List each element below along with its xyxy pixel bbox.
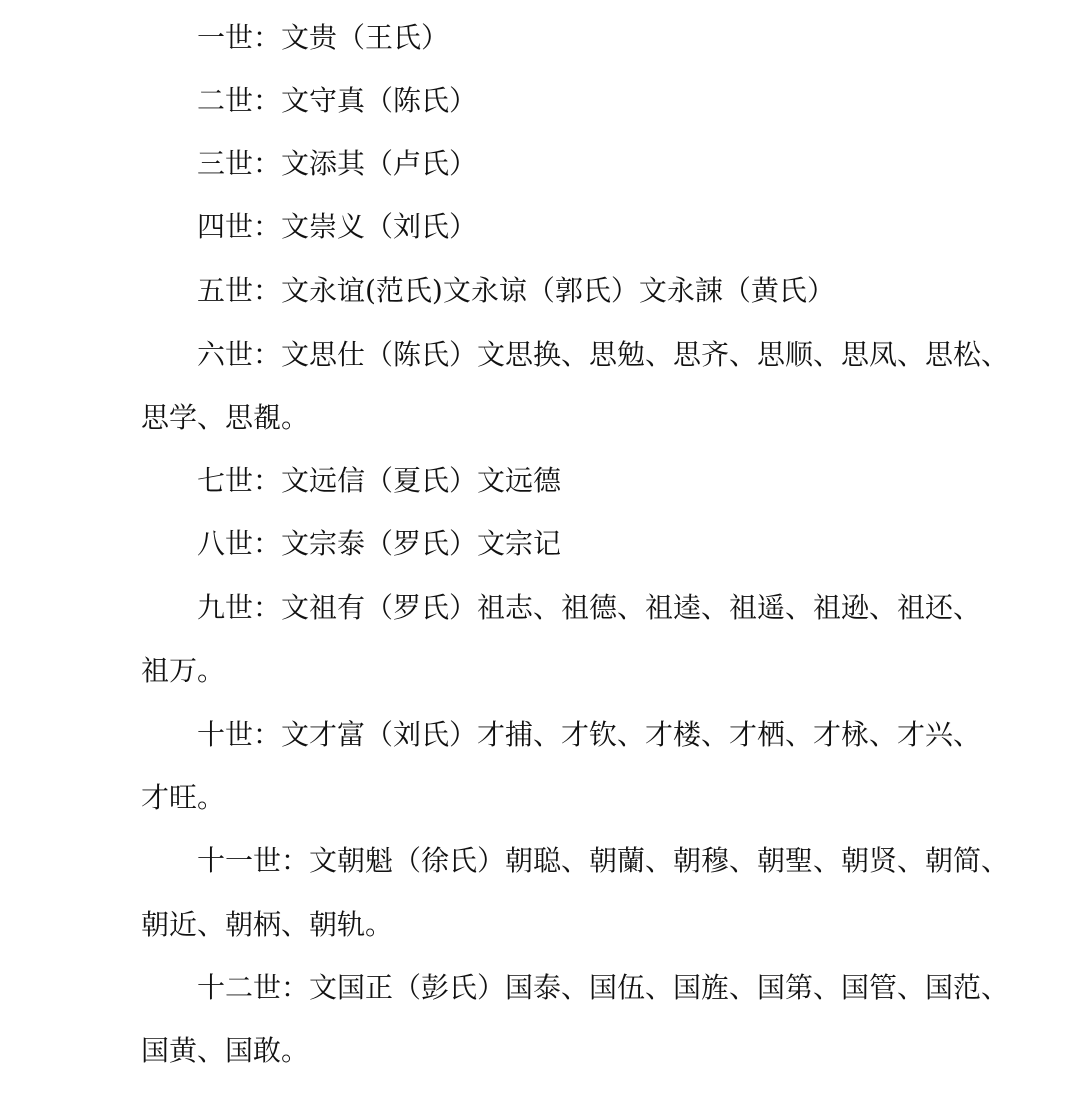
- generation-10-line: 十世：文才富（刘氏）才捕、才钦、才楼、才栖、才栐、才兴、: [197, 718, 982, 751]
- generation-12-line: 十二世：文国正（彭氏）国泰、国伍、国旌、国第、国管、国范、: [197, 971, 1010, 1004]
- generation-4-line: 四世：文崇义（刘氏）: [197, 210, 478, 243]
- generation-5-line: 五世：文永谊(范氏)文永谅（郭氏）文永誎（黄氏）: [197, 274, 835, 307]
- generation-6-continuation: 思学、思覩。: [141, 401, 310, 434]
- generation-1-line: 一世：文贵（王氏）: [197, 21, 450, 54]
- generation-9-line: 九世：文祖有（罗氏）祖志、祖德、祖逵、祖遥、祖逊、祖还、: [197, 591, 982, 624]
- generation-2-line: 二世：文守真（陈氏）: [197, 84, 478, 117]
- generation-9-continuation: 祖万。: [141, 654, 226, 687]
- generation-7-line: 七世：文远信（夏氏）文远德: [197, 464, 562, 497]
- generation-3-line: 三世：文添其（卢氏）: [197, 147, 478, 180]
- generation-6-line: 六世：文思仕（陈氏）文思换、思勉、思齐、思顺、思凤、思松、: [197, 338, 1010, 371]
- generation-12-continuation: 国黄、国敢。: [141, 1034, 310, 1067]
- generation-8-line: 八世：文宗泰（罗氏）文宗记: [197, 527, 562, 560]
- generation-11-line: 十一世：文朝魁（徐氏）朝聪、朝蘭、朝穆、朝聖、朝贤、朝简、: [197, 844, 1010, 877]
- generation-10-continuation: 才旺。: [141, 781, 226, 814]
- generation-11-continuation: 朝近、朝柄、朝轨。: [141, 908, 394, 941]
